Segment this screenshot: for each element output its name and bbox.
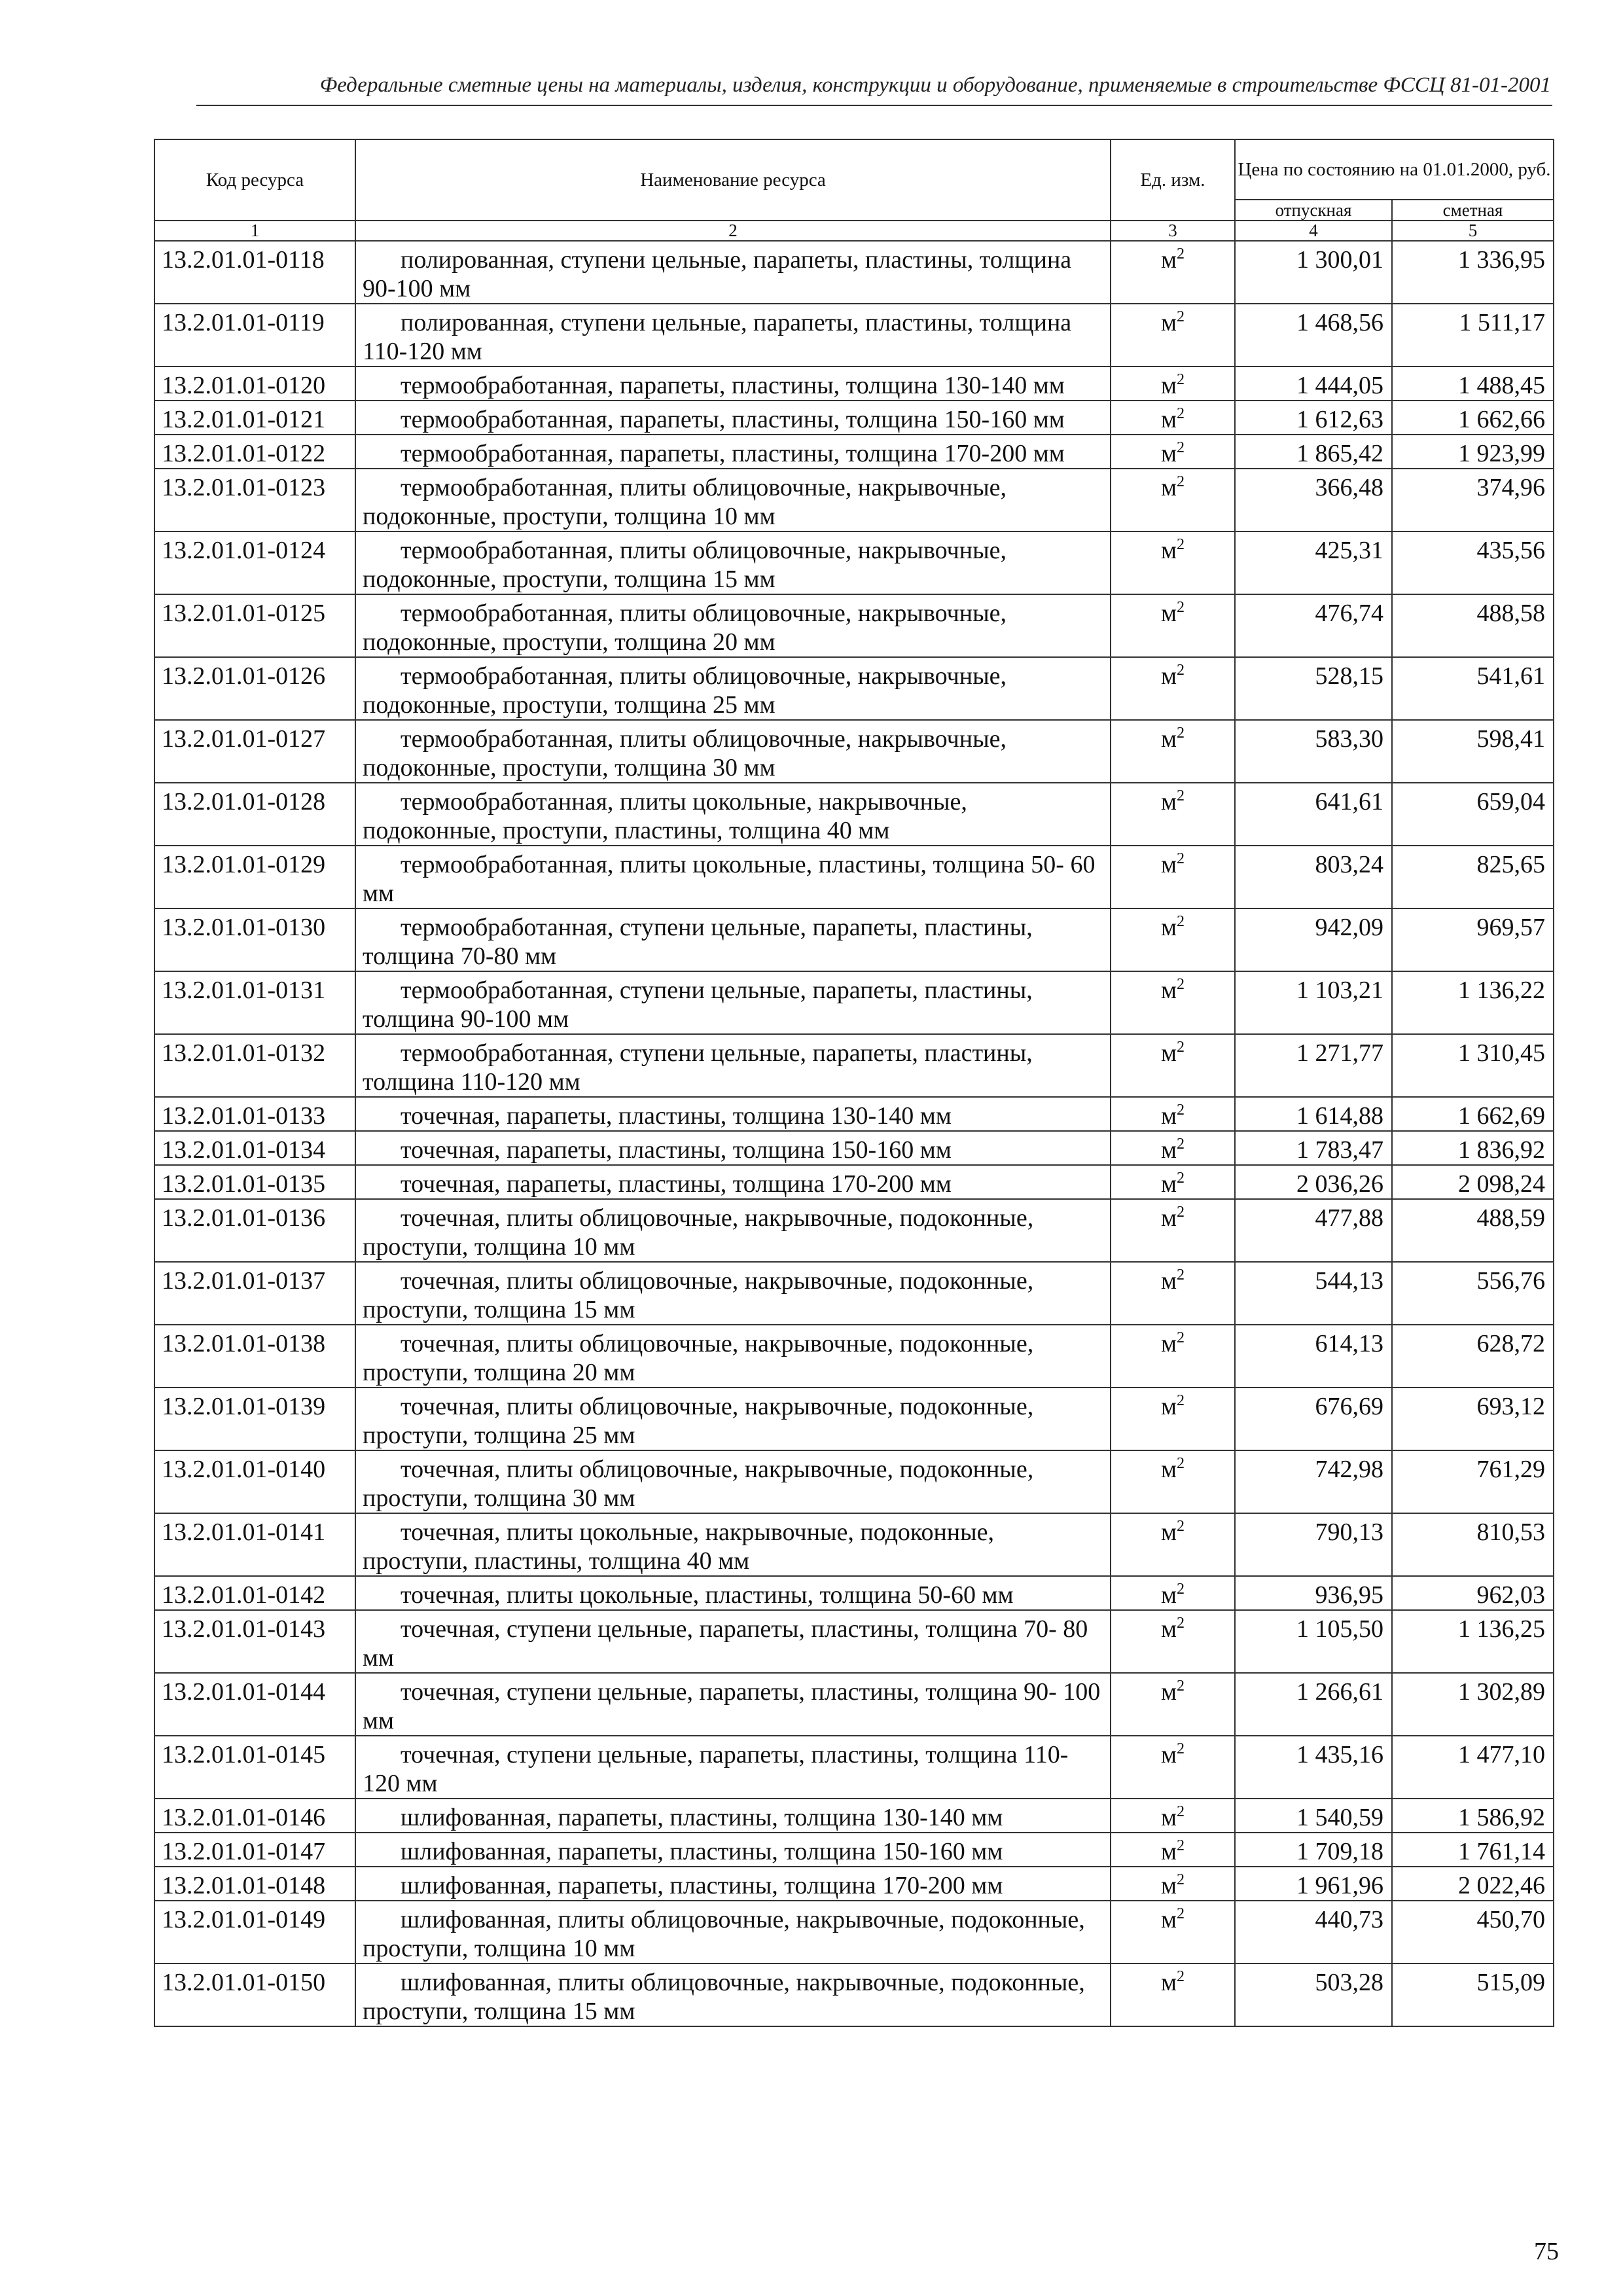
price-release: 803,24 [1235,846,1392,908]
resource-code: 13.2.01.01-0148 [154,1867,355,1901]
header-rule [196,105,1552,106]
resource-name: точечная, плиты облицовочные, накрывочные, подоконные, проступи, толщина 25 мм [355,1388,1111,1450]
unit-exponent: 2 [1177,1677,1185,1695]
unit-cell [1111,1867,1235,1901]
unit-cell [1111,971,1235,1034]
column-number: 1 [154,221,355,241]
price-release: 477,88 [1235,1199,1392,1262]
table-row [154,657,1554,720]
unit-cell [1111,367,1235,401]
resource-code: 13.2.01.01-0144 [154,1673,355,1736]
resource-code: 13.2.01.01-0145 [154,1736,355,1799]
resource-name: термообработанная, плиты облицовочные, накрывочные, подоконные, проступи, толщина 20 мм [355,594,1111,657]
price-estimate: 541,61 [1392,657,1554,720]
table-row [154,1867,1554,1901]
unit-cell [1111,1513,1235,1576]
resource-code: 13.2.01.01-0150 [154,1964,355,2026]
unit-cell [1111,1799,1235,1833]
resource-name: термообработанная, плиты облицовочные, накрывочные, подоконные, проступи, толщина 15 мм [355,531,1111,594]
resource-name: шлифованная, парапеты, пластины, толщина 170-200 мм [355,1867,1111,1901]
unit-cell [1111,1450,1235,1513]
resource-name: полированная, ступени цельные, парапеты, пластины, толщина 90-100 мм [355,241,1111,304]
unit-exponent: 2 [1177,1968,1185,1985]
price-estimate: 2 022,46 [1392,1867,1554,1901]
resource-code: 13.2.01.01-0126 [154,657,355,720]
unit-exponent: 2 [1177,1615,1185,1632]
price-estimate: 810,53 [1392,1513,1554,1576]
unit-exponent: 2 [1177,787,1185,804]
resource-name: термообработанная, парапеты, пластины, толщина 150-160 мм [355,401,1111,435]
price-release: 1 103,21 [1235,971,1392,1034]
unit-cell [1111,1388,1235,1450]
resource-code: 13.2.01.01-0133 [154,1097,355,1131]
unit-cell [1111,1034,1235,1097]
unit-symbol: м [1160,1678,1177,1706]
unit-cell [1111,469,1235,531]
unit-exponent: 2 [1177,662,1185,679]
unit-exponent: 2 [1177,1204,1185,1221]
unit-exponent: 2 [1177,1803,1185,1820]
unit-symbol: м [1160,1969,1177,1996]
price-release: 936,95 [1235,1576,1392,1610]
unit-exponent: 2 [1177,308,1185,325]
table-row [154,1262,1554,1325]
price-estimate: 1 136,22 [1392,971,1554,1034]
unit-symbol: м [1160,662,1177,690]
column-number: 5 [1392,221,1554,241]
table-row [154,846,1554,908]
unit-exponent: 2 [1177,1329,1185,1346]
resource-name: термообработанная, плиты цокольные, накрывочные, подоконные, проступи, пластины, толщина 40 мм [355,783,1111,846]
table-row [154,1165,1554,1199]
price-estimate: 1 488,45 [1392,367,1554,401]
resource-name: термообработанная, плиты облицовочные, накрывочные, подоконные, проступи, толщина 10 мм [355,469,1111,531]
resource-name: шлифованная, плиты облицовочные, накрывочные, подоконные, проступи, толщина 10 мм [355,1901,1111,1964]
price-estimate: 435,56 [1392,531,1554,594]
price-release: 2 036,26 [1235,1165,1392,1199]
unit-symbol: м [1160,1170,1177,1198]
table-body [154,241,1554,2026]
unit-exponent: 2 [1177,473,1185,490]
price-release: 425,31 [1235,531,1392,594]
header-code: Код ресурса [154,139,355,221]
price-estimate: 1 836,92 [1392,1131,1554,1165]
unit-cell [1111,1097,1235,1131]
unit-exponent: 2 [1177,1039,1185,1056]
header-name: Наименование ресурса [355,139,1111,221]
unit-cell [1111,1165,1235,1199]
unit-symbol: м [1160,725,1177,753]
unit-symbol: м [1160,788,1177,816]
unit-exponent: 2 [1177,1905,1185,1922]
resource-name: точечная, ступени цельные, парапеты, пластины, толщина 70- 80 мм [355,1610,1111,1673]
table-row [154,1325,1554,1388]
unit-exponent: 2 [1177,850,1185,867]
resource-name: точечная, парапеты, пластины, толщина 130-140 мм [355,1097,1111,1131]
resource-name: точечная, плиты облицовочные, накрывочные, подоконные, проступи, толщина 30 мм [355,1450,1111,1513]
unit-cell [1111,1610,1235,1673]
price-estimate: 1 586,92 [1392,1799,1554,1833]
table-row [154,1833,1554,1867]
price-estimate: 488,58 [1392,594,1554,657]
unit-symbol: м [1160,246,1177,274]
table-row [154,1799,1554,1833]
unit-exponent: 2 [1177,1518,1185,1535]
unit-symbol: м [1160,1838,1177,1865]
unit-symbol: м [1160,851,1177,878]
unit-cell [1111,657,1235,720]
column-number: 2 [355,221,1111,241]
price-estimate: 488,59 [1392,1199,1554,1262]
price-estimate: 1 302,89 [1392,1673,1554,1736]
unit-symbol: м [1160,406,1177,433]
price-estimate: 693,12 [1392,1388,1554,1450]
resource-code: 13.2.01.01-0135 [154,1165,355,1199]
unit-cell [1111,1199,1235,1262]
table-row [154,241,1554,304]
resource-name: термообработанная, плиты облицовочные, накрывочные, подоконные, проступи, толщина 25 мм [355,657,1111,720]
price-release: 503,28 [1235,1964,1392,2026]
price-estimate: 1 136,25 [1392,1610,1554,1673]
unit-exponent: 2 [1177,439,1185,456]
price-release: 1 540,59 [1235,1799,1392,1833]
price-release: 790,13 [1235,1513,1392,1576]
unit-cell [1111,1131,1235,1165]
price-release: 641,61 [1235,783,1392,846]
resource-code: 13.2.01.01-0136 [154,1199,355,1262]
price-release: 1 961,96 [1235,1867,1392,1901]
price-release: 528,15 [1235,657,1392,720]
table-row [154,1736,1554,1799]
price-release: 1 444,05 [1235,367,1392,401]
table-row [154,1388,1554,1450]
table-row [154,367,1554,401]
header-price-estimate: сметная [1392,200,1554,221]
header-unit: Ед. изм. [1111,139,1235,221]
unit-symbol: м [1160,1136,1177,1164]
unit-exponent: 2 [1177,1392,1185,1409]
unit-cell [1111,1262,1235,1325]
resource-name: точечная, плиты облицовочные, накрывочные, подоконные, проступи, толщина 10 мм [355,1199,1111,1262]
table-row [154,1131,1554,1165]
resource-code: 13.2.01.01-0146 [154,1799,355,1833]
unit-symbol: м [1160,1267,1177,1295]
price-release: 1 300,01 [1235,241,1392,304]
resource-code: 13.2.01.01-0132 [154,1034,355,1097]
unit-exponent: 2 [1177,1136,1185,1153]
resource-name: точечная, плиты облицовочные, накрывочные, подоконные, проступи, толщина 20 мм [355,1325,1111,1388]
unit-symbol: м [1160,1615,1177,1643]
resource-name: полированная, ступени цельные, парапеты, пластины, толщина 110-120 мм [355,304,1111,367]
price-estimate: 628,72 [1392,1325,1554,1388]
running-header: Федеральные сметные цены на материалы, изделия, конструкции и оборудование, применяемые в строительстве ФССЦ 81-01-2001 [319,73,1551,97]
resource-code: 13.2.01.01-0131 [154,971,355,1034]
price-release: 440,73 [1235,1901,1392,1964]
unit-symbol: м [1160,1330,1177,1357]
table-row [154,1673,1554,1736]
resource-code: 13.2.01.01-0137 [154,1262,355,1325]
resource-name: термообработанная, ступени цельные, парапеты, пластины, толщина 110-120 мм [355,1034,1111,1097]
unit-symbol: м [1160,1741,1177,1768]
price-estimate: 556,76 [1392,1262,1554,1325]
table-row [154,1964,1554,2026]
unit-exponent: 2 [1177,725,1185,742]
unit-cell [1111,1964,1235,2026]
table-row [154,1034,1554,1097]
price-estimate: 962,03 [1392,1576,1554,1610]
table-row [154,1576,1554,1610]
price-estimate: 1 761,14 [1392,1833,1554,1867]
unit-exponent: 2 [1177,405,1185,422]
unit-symbol: м [1160,1804,1177,1831]
resource-code: 13.2.01.01-0130 [154,908,355,971]
unit-symbol: м [1160,1518,1177,1546]
price-estimate: 969,57 [1392,908,1554,971]
resource-code: 13.2.01.01-0120 [154,367,355,401]
unit-cell [1111,304,1235,367]
unit-symbol: м [1160,977,1177,1004]
price-release: 1 612,63 [1235,401,1392,435]
resource-name: точечная, ступени цельные, парапеты, пластины, толщина 90- 100 мм [355,1673,1111,1736]
price-estimate: 1 662,66 [1392,401,1554,435]
resource-code: 13.2.01.01-0127 [154,720,355,783]
resource-name: термообработанная, парапеты, пластины, толщина 170-200 мм [355,435,1111,469]
unit-cell [1111,1673,1235,1736]
resource-name: термообработанная, парапеты, пластины, толщина 130-140 мм [355,367,1111,401]
unit-symbol: м [1160,1393,1177,1420]
price-release: 1 435,16 [1235,1736,1392,1799]
resource-code: 13.2.01.01-0142 [154,1576,355,1610]
page-number: 75 [1534,2238,1559,2265]
table-row [154,971,1554,1034]
unit-cell [1111,531,1235,594]
unit-exponent: 2 [1177,599,1185,616]
resource-name: термообработанная, плиты цокольные, пластины, толщина 50- 60 мм [355,846,1111,908]
unit-exponent: 2 [1177,1102,1185,1119]
unit-exponent: 2 [1177,913,1185,930]
unit-exponent: 2 [1177,371,1185,388]
price-release: 1 783,47 [1235,1131,1392,1165]
unit-cell [1111,401,1235,435]
resource-name: точечная, плиты цокольные, пластины, толщина 50-60 мм [355,1576,1111,1610]
price-estimate: 1 511,17 [1392,304,1554,367]
table-row [154,304,1554,367]
unit-exponent: 2 [1177,1170,1185,1187]
price-estimate: 374,96 [1392,469,1554,531]
resource-code: 13.2.01.01-0129 [154,846,355,908]
unit-exponent: 2 [1177,976,1185,993]
table-row [154,1901,1554,1964]
unit-cell [1111,1901,1235,1964]
resource-code: 13.2.01.01-0147 [154,1833,355,1867]
price-estimate: 1 477,10 [1392,1736,1554,1799]
unit-cell [1111,1736,1235,1799]
price-estimate: 761,29 [1392,1450,1554,1513]
resource-name: точечная, плиты цокольные, накрывочные, подоконные, проступи, пластины, толщина 40 мм [355,1513,1111,1576]
unit-cell [1111,594,1235,657]
resource-code: 13.2.01.01-0119 [154,304,355,367]
resource-code: 13.2.01.01-0141 [154,1513,355,1576]
table-row [154,469,1554,531]
price-estimate: 598,41 [1392,720,1554,783]
price-release: 1 266,61 [1235,1673,1392,1736]
unit-exponent: 2 [1177,1837,1185,1854]
price-release: 476,74 [1235,594,1392,657]
resource-code: 13.2.01.01-0124 [154,531,355,594]
table-row [154,401,1554,435]
unit-exponent: 2 [1177,245,1185,262]
price-release: 1 468,56 [1235,304,1392,367]
price-estimate: 450,70 [1392,1901,1554,1964]
unit-cell [1111,435,1235,469]
resource-name: термообработанная, ступени цельные, парапеты, пластины, толщина 90-100 мм [355,971,1111,1034]
unit-symbol: м [1160,1906,1177,1933]
resource-code: 13.2.01.01-0140 [154,1450,355,1513]
resource-name: точечная, ступени цельные, парапеты, пластины, толщина 110- 120 мм [355,1736,1111,1799]
unit-symbol: м [1160,600,1177,627]
column-number-row [154,221,1554,241]
resource-code: 13.2.01.01-0123 [154,469,355,531]
table-row [154,1513,1554,1576]
unit-cell [1111,1576,1235,1610]
unit-symbol: м [1160,474,1177,501]
price-estimate: 659,04 [1392,783,1554,846]
table-row [154,783,1554,846]
resource-code: 13.2.01.01-0139 [154,1388,355,1450]
resource-name: точечная, плиты облицовочные, накрывочные, подоконные, проступи, толщина 15 мм [355,1262,1111,1325]
resource-code: 13.2.01.01-0149 [154,1901,355,1964]
unit-symbol: м [1160,440,1177,467]
resource-code: 13.2.01.01-0143 [154,1610,355,1673]
price-estimate: 515,09 [1392,1964,1554,2026]
table-row [154,594,1554,657]
price-release: 942,09 [1235,908,1392,971]
table-row [154,908,1554,971]
price-release: 1 865,42 [1235,435,1392,469]
table-row [154,720,1554,783]
table-row [154,1199,1554,1262]
table-row [154,1610,1554,1673]
resource-code: 13.2.01.01-0134 [154,1131,355,1165]
price-table [154,139,1554,2027]
price-release: 676,69 [1235,1388,1392,1450]
resource-code: 13.2.01.01-0128 [154,783,355,846]
table-row [154,531,1554,594]
unit-symbol: м [1160,1581,1177,1609]
resource-name: точечная, парапеты, пластины, толщина 170-200 мм [355,1165,1111,1199]
unit-symbol: м [1160,309,1177,336]
table-header [154,139,1554,241]
price-estimate: 1 923,99 [1392,435,1554,469]
header-price-group: Цена по состоянию на 01.01.2000, руб. [1235,139,1554,200]
table-row [154,435,1554,469]
price-release: 1 614,88 [1235,1097,1392,1131]
resource-code: 13.2.01.01-0138 [154,1325,355,1388]
unit-symbol: м [1160,1204,1177,1232]
unit-symbol: м [1160,1039,1177,1067]
table-row [154,1097,1554,1131]
unit-symbol: м [1160,914,1177,941]
unit-exponent: 2 [1177,1581,1185,1598]
price-release: 583,30 [1235,720,1392,783]
price-estimate: 1 662,69 [1392,1097,1554,1131]
unit-cell [1111,846,1235,908]
unit-symbol: м [1160,372,1177,399]
unit-symbol: м [1160,537,1177,564]
column-number: 4 [1235,221,1392,241]
unit-cell [1111,241,1235,304]
price-release: 742,98 [1235,1450,1392,1513]
resource-name: термообработанная, ступени цельные, парапеты, пластины, толщина 70-80 мм [355,908,1111,971]
unit-cell [1111,908,1235,971]
resource-name: шлифованная, парапеты, пластины, толщина 150-160 мм [355,1833,1111,1867]
price-release: 366,48 [1235,469,1392,531]
resource-name: термообработанная, плиты облицовочные, накрывочные, подоконные, проступи, толщина 30 мм [355,720,1111,783]
resource-code: 13.2.01.01-0122 [154,435,355,469]
unit-symbol: м [1160,1456,1177,1483]
header-price-release: отпускная [1235,200,1392,221]
resource-code: 13.2.01.01-0125 [154,594,355,657]
unit-exponent: 2 [1177,536,1185,553]
unit-exponent: 2 [1177,1455,1185,1472]
unit-cell [1111,720,1235,783]
price-release: 1 709,18 [1235,1833,1392,1867]
resource-code: 13.2.01.01-0118 [154,241,355,304]
unit-exponent: 2 [1177,1266,1185,1283]
unit-symbol: м [1160,1872,1177,1899]
unit-exponent: 2 [1177,1871,1185,1888]
unit-symbol: м [1160,1102,1177,1130]
resource-code: 13.2.01.01-0121 [154,401,355,435]
unit-exponent: 2 [1177,1740,1185,1757]
price-release: 544,13 [1235,1262,1392,1325]
unit-cell [1111,1833,1235,1867]
resource-name: точечная, парапеты, пластины, толщина 150-160 мм [355,1131,1111,1165]
price-estimate: 2 098,24 [1392,1165,1554,1199]
price-estimate: 825,65 [1392,846,1554,908]
price-estimate: 1 336,95 [1392,241,1554,304]
unit-cell [1111,783,1235,846]
unit-cell [1111,1325,1235,1388]
resource-name: шлифованная, парапеты, пластины, толщина 130-140 мм [355,1799,1111,1833]
price-release: 1 271,77 [1235,1034,1392,1097]
column-number: 3 [1111,221,1235,241]
price-release: 1 105,50 [1235,1610,1392,1673]
price-estimate: 1 310,45 [1392,1034,1554,1097]
price-release: 614,13 [1235,1325,1392,1388]
table-row [154,1450,1554,1513]
resource-name: шлифованная, плиты облицовочные, накрывочные, подоконные, проступи, толщина 15 мм [355,1964,1111,2026]
